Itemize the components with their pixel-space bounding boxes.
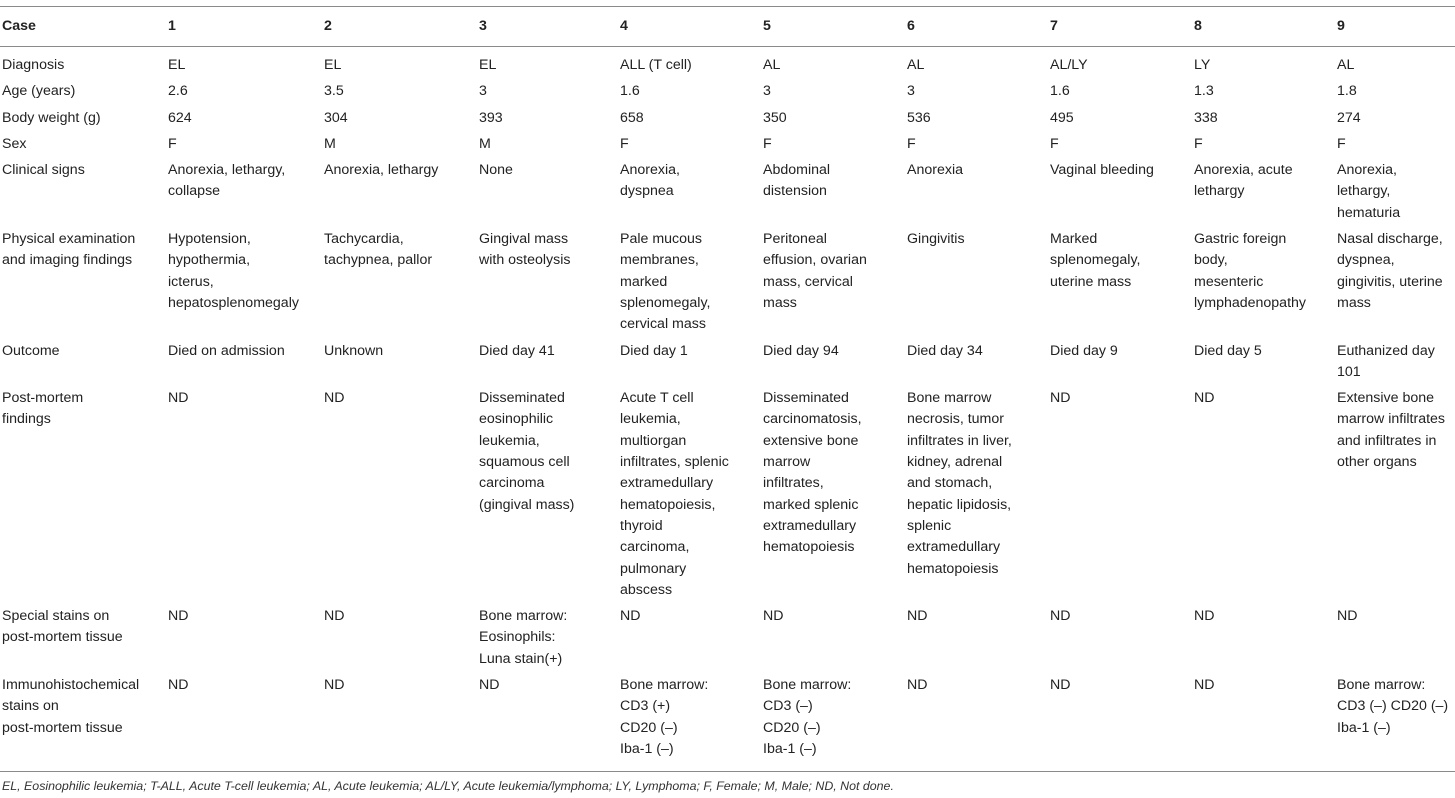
table-cell xyxy=(1194,81,1337,107)
cell-line: Unknown xyxy=(324,342,384,359)
cell-line: 2.6 xyxy=(168,83,188,100)
cell-line: Peritoneal xyxy=(763,231,827,248)
cell-line: 495 xyxy=(1050,109,1074,126)
row-label-line: Special stains on xyxy=(2,608,110,625)
cell-line: Bone marrow: xyxy=(479,608,568,625)
table-cell xyxy=(1194,341,1337,389)
table-cell xyxy=(763,341,907,389)
row-label xyxy=(0,47,168,82)
cell-line: Abdominal xyxy=(763,162,831,179)
cell-line: EL xyxy=(324,57,342,73)
table-footnote: EL, Eosinophilic leukemia; T-ALL, Acute T-cell leukemia; AL, Acute leukemia; AL/LY, Acute leukemia/lymphoma; LY, Lymphoma; F, Female; M, Male; ND, Not done. xyxy=(2,779,894,793)
cell-line: F xyxy=(168,135,177,152)
table-cell xyxy=(168,134,324,160)
cell-line: infiltrates in liver, xyxy=(907,432,1012,449)
cell-line: ND xyxy=(324,608,345,625)
cell-line: 1.6 xyxy=(620,83,640,100)
table-row xyxy=(0,388,1455,606)
table-cell xyxy=(1050,47,1194,82)
cell-line: 624 xyxy=(168,109,192,126)
row-label-line: Outcome xyxy=(2,342,60,359)
cell-line: ND xyxy=(1194,390,1215,407)
cell-line: hypothermia, xyxy=(168,252,251,269)
cell-line: F xyxy=(1337,135,1346,152)
cell-line: ND xyxy=(1337,608,1358,625)
case-summary-table xyxy=(0,6,1455,772)
table-cell xyxy=(1337,606,1455,675)
table-cell xyxy=(620,108,763,134)
cell-line: Anorexia, xyxy=(620,162,680,179)
row-label-line: Clinical signs xyxy=(2,162,85,179)
cell-line: M xyxy=(479,135,491,152)
cell-line: mesenteric xyxy=(1194,273,1264,290)
cell-line: Disseminated xyxy=(763,390,849,407)
table-cell xyxy=(907,160,1050,229)
cell-line: Bone marrow xyxy=(907,390,992,407)
cell-line: Bone marrow: xyxy=(1337,677,1426,694)
row-label-line: post-mortem tissue xyxy=(2,719,123,736)
cell-line: cervical mass xyxy=(620,316,706,333)
table-cell xyxy=(479,108,620,134)
table-cell xyxy=(168,229,324,340)
cell-line: 3 xyxy=(479,83,487,100)
table-cell xyxy=(907,606,1050,675)
cell-line: extramedullary xyxy=(763,517,857,534)
table-cell xyxy=(620,675,763,772)
cell-line: Died day 9 xyxy=(1050,342,1118,359)
row-label xyxy=(0,388,168,606)
table-cell xyxy=(1050,81,1194,107)
cell-line: uterine mass xyxy=(1050,273,1132,290)
cell-line: EL xyxy=(479,57,497,73)
table-cell xyxy=(620,388,763,606)
cell-line: ND xyxy=(1050,390,1071,407)
cell-line: 536 xyxy=(907,109,931,126)
table-row xyxy=(0,81,1455,107)
row-label xyxy=(0,341,168,389)
cell-line: pulmonary xyxy=(620,560,687,577)
cell-line: CD20 (–) xyxy=(763,719,821,736)
table-cell xyxy=(168,160,324,229)
table-cell xyxy=(168,675,324,772)
cell-line: squamous cell xyxy=(479,454,570,471)
cell-line: Died day 1 xyxy=(620,342,688,359)
cell-line: Anorexia, lethargy xyxy=(324,162,439,179)
cell-line: 3 xyxy=(763,83,771,100)
cell-line: Iba-1 (–) xyxy=(620,740,674,757)
cell-line: AL/LY xyxy=(1050,57,1088,73)
cell-line: F xyxy=(1050,135,1059,152)
table-cell xyxy=(1337,341,1455,389)
cell-line: Bone marrow: xyxy=(763,677,852,694)
table-cell xyxy=(1194,108,1337,134)
cell-line: ND xyxy=(168,608,189,625)
cell-line: membranes, xyxy=(620,252,699,269)
row-label-line: Immunohistochemical xyxy=(2,677,140,694)
cell-line: carcinoma, xyxy=(620,539,690,556)
table-cell xyxy=(907,47,1050,82)
cell-line: Disseminated xyxy=(479,390,565,407)
cell-line: Marked xyxy=(1050,231,1098,248)
cell-line: carcinomatosis, xyxy=(763,411,862,428)
cell-line: abscess xyxy=(620,581,673,598)
cell-line: collapse xyxy=(168,183,221,200)
cell-line: thyroid xyxy=(620,517,663,534)
row-label xyxy=(0,675,168,772)
cell-line: Gingivitis xyxy=(907,231,965,248)
cell-line: Died day 41 xyxy=(479,342,555,359)
table-cell xyxy=(1337,134,1455,160)
cell-line: Luna stain(+) xyxy=(479,650,563,667)
table-cell xyxy=(907,341,1050,389)
cell-line: ND xyxy=(1050,608,1071,625)
cell-line: EL xyxy=(168,57,186,73)
table-cell xyxy=(1194,229,1337,340)
cell-line: Extensive bone xyxy=(1337,390,1435,407)
table-cell xyxy=(479,229,620,340)
cell-line: Anorexia xyxy=(907,162,963,179)
column-header-case-5: 5 xyxy=(763,7,907,47)
table-cell xyxy=(1050,388,1194,606)
table-cell xyxy=(324,388,479,606)
column-header-case-2: 2 xyxy=(324,7,479,47)
row-label-line: post-mortem tissue xyxy=(2,629,123,646)
table-row xyxy=(0,47,1455,82)
table-cell xyxy=(1194,134,1337,160)
table-cell xyxy=(1194,675,1337,772)
table-cell xyxy=(907,81,1050,107)
cell-line: ALL (T cell) xyxy=(620,57,692,73)
cell-line: Died day 94 xyxy=(763,342,839,359)
cell-line: (gingival mass) xyxy=(479,496,575,513)
column-header-case-6: 6 xyxy=(907,7,1050,47)
table-cell xyxy=(620,160,763,229)
table-cell xyxy=(907,388,1050,606)
table-cell xyxy=(1337,81,1455,107)
cell-line: splenomegaly, xyxy=(620,294,711,311)
row-label xyxy=(0,108,168,134)
table-cell xyxy=(168,81,324,107)
cell-line: effusion, ovarian xyxy=(763,252,867,269)
table-cell xyxy=(168,606,324,675)
cell-line: 1.3 xyxy=(1194,83,1214,100)
cell-line: LY xyxy=(1194,57,1211,73)
table-cell xyxy=(1050,108,1194,134)
table-cell xyxy=(1050,229,1194,340)
cell-line: Eosinophils: xyxy=(479,629,556,646)
cell-line: AL xyxy=(763,57,781,73)
table-cell xyxy=(324,134,479,160)
cell-line: hematuria xyxy=(1337,204,1401,221)
column-header-case-9: 9 xyxy=(1337,7,1455,47)
table-cell xyxy=(324,606,479,675)
table-cell xyxy=(1194,606,1337,675)
cell-line: Bone marrow: xyxy=(620,677,709,694)
cell-line: splenomegaly, xyxy=(1050,252,1141,269)
cell-line: extensive bone xyxy=(763,432,859,449)
table-cell xyxy=(168,388,324,606)
cell-line: ND xyxy=(168,390,189,407)
row-label-line: Physical examination xyxy=(2,231,136,248)
cell-line: dyspnea xyxy=(620,183,674,200)
table-cell xyxy=(763,675,907,772)
cell-line: F xyxy=(620,135,629,152)
row-label-line: findings xyxy=(2,411,51,428)
column-header-case: Case xyxy=(0,7,168,47)
table-cell xyxy=(1337,160,1455,229)
cell-line: Acute T cell xyxy=(620,390,694,407)
cell-line: F xyxy=(763,135,772,152)
cell-line: Iba-1 (–) xyxy=(763,740,817,757)
cell-line: ND xyxy=(763,608,784,625)
table-cell xyxy=(168,341,324,389)
table-cell xyxy=(324,675,479,772)
cell-line: marrow infiltrates xyxy=(1337,411,1446,428)
cell-line: F xyxy=(907,135,916,152)
cell-line: marked splenic xyxy=(763,496,859,513)
table-cell xyxy=(620,229,763,340)
cell-line: other organs xyxy=(1337,454,1417,471)
cell-line: and stomach, xyxy=(907,475,993,492)
cell-line: None xyxy=(479,162,513,179)
row-label-line: Age (years) xyxy=(2,83,76,100)
cell-line: 338 xyxy=(1194,109,1218,126)
table-cell xyxy=(763,388,907,606)
table-cell xyxy=(479,47,620,82)
table-cell xyxy=(479,81,620,107)
row-label-line: and imaging findings xyxy=(2,252,133,269)
table-cell xyxy=(168,47,324,82)
cell-line: 3.5 xyxy=(324,83,344,100)
table-cell xyxy=(763,160,907,229)
cell-line: Nasal discharge, xyxy=(1337,231,1443,248)
cell-line: F xyxy=(1194,135,1203,152)
table-body xyxy=(0,47,1455,772)
cell-line: Died day 34 xyxy=(907,342,983,359)
table-cell xyxy=(324,108,479,134)
table-cell xyxy=(763,606,907,675)
table-cell xyxy=(1337,108,1455,134)
cell-line: AL xyxy=(907,57,925,73)
column-header-case-7: 7 xyxy=(1050,7,1194,47)
table-cell xyxy=(620,81,763,107)
cell-line: Hypotension, xyxy=(168,231,251,248)
cell-line: icterus, xyxy=(168,273,214,290)
row-label xyxy=(0,134,168,160)
cell-line: hematopoiesis xyxy=(763,539,855,556)
cell-line: mass, cervical xyxy=(763,273,853,290)
cell-line: Iba-1 (–) xyxy=(1337,719,1391,736)
table-cell xyxy=(1337,675,1455,772)
cell-line: infiltrates, splenic xyxy=(620,454,729,471)
table-cell xyxy=(763,229,907,340)
cell-line: hepatosplenomegaly xyxy=(168,294,299,311)
cell-line: tachypnea, pallor xyxy=(324,252,433,269)
cell-line: ND xyxy=(479,677,500,694)
table-cell xyxy=(1050,341,1194,389)
cell-line: ND xyxy=(1194,608,1215,625)
cell-line: hematopoiesis xyxy=(907,560,999,577)
table-cell xyxy=(907,675,1050,772)
row-label-line: Body weight (g) xyxy=(2,109,101,126)
table-cell xyxy=(1337,229,1455,340)
cell-line: Anorexia, lethargy, xyxy=(168,162,286,179)
cell-line: lymphadenopathy xyxy=(1194,294,1307,311)
table-cell xyxy=(1050,134,1194,160)
cell-line: splenic xyxy=(907,517,952,534)
cell-line: Gastric foreign xyxy=(1194,231,1287,248)
table-cell xyxy=(763,108,907,134)
row-label xyxy=(0,229,168,340)
cell-line: mass xyxy=(1337,294,1371,311)
table-cell xyxy=(1337,388,1455,606)
table-cell xyxy=(907,229,1050,340)
table-cell xyxy=(324,341,479,389)
table-cell xyxy=(763,81,907,107)
cell-line: kidney, adrenal xyxy=(907,454,1003,471)
column-header-case-1: 1 xyxy=(168,7,324,47)
cell-line: Euthanized day xyxy=(1337,342,1435,359)
cell-line: distension xyxy=(763,183,827,200)
table-cell xyxy=(324,229,479,340)
table-cell xyxy=(1194,388,1337,606)
row-label xyxy=(0,606,168,675)
table-cell xyxy=(763,134,907,160)
table-cell xyxy=(479,388,620,606)
table-row xyxy=(0,606,1455,675)
row-label xyxy=(0,160,168,229)
cell-line: carcinoma xyxy=(479,475,545,492)
cell-line: AL xyxy=(1337,57,1355,73)
column-header-case-3: 3 xyxy=(479,7,620,47)
cell-line: 3 xyxy=(907,83,915,100)
cell-line: 274 xyxy=(1337,109,1361,126)
cell-line: Tachycardia, xyxy=(324,231,404,248)
cell-line: Gingival mass xyxy=(479,231,569,248)
table-cell xyxy=(620,47,763,82)
cell-line: CD3 (–) CD20 (–) xyxy=(1337,698,1449,715)
cell-line: 1.8 xyxy=(1337,83,1357,100)
row-label xyxy=(0,81,168,107)
table-cell xyxy=(907,108,1050,134)
cell-line: 101 xyxy=(1337,363,1361,380)
table-row xyxy=(0,341,1455,389)
cell-line: gingivitis, uterine xyxy=(1337,273,1443,290)
cell-line: marked xyxy=(620,273,668,290)
cell-line: hematopoiesis, xyxy=(620,496,716,513)
cell-line: CD3 (–) xyxy=(763,698,813,715)
table-cell xyxy=(1050,160,1194,229)
cell-line: Died day 5 xyxy=(1194,342,1262,359)
table-row xyxy=(0,675,1455,772)
cell-line: 304 xyxy=(324,109,348,126)
cell-line: Vaginal bleeding xyxy=(1050,162,1154,179)
table-cell xyxy=(324,81,479,107)
cell-line: body, xyxy=(1194,252,1228,269)
cell-line: hepatic lipidosis, xyxy=(907,496,1012,513)
table-cell xyxy=(324,160,479,229)
cell-line: CD3 (+) xyxy=(620,698,671,715)
table-header-row xyxy=(0,7,1455,47)
table-cell xyxy=(1050,606,1194,675)
cell-line: infiltrates, xyxy=(763,475,824,492)
cell-line: lethargy xyxy=(1194,183,1245,200)
table-cell xyxy=(620,606,763,675)
cell-line: and infiltrates in xyxy=(1337,432,1437,449)
cell-line: extramedullary xyxy=(620,475,714,492)
cell-line: CD20 (–) xyxy=(620,719,678,736)
table-cell xyxy=(324,47,479,82)
table-cell xyxy=(479,341,620,389)
cell-line: M xyxy=(324,135,336,152)
cell-line: Anorexia, xyxy=(1337,162,1397,179)
cell-line: ND xyxy=(168,677,189,694)
table-cell xyxy=(1194,160,1337,229)
cell-line: ND xyxy=(324,677,345,694)
table-row xyxy=(0,160,1455,229)
table-row xyxy=(0,108,1455,134)
table-cell xyxy=(479,606,620,675)
cell-line: multiorgan xyxy=(620,432,687,449)
cell-line: ND xyxy=(1194,677,1215,694)
column-header-case-8: 8 xyxy=(1194,7,1337,47)
row-label-line: Sex xyxy=(2,135,27,152)
row-label-line: Diagnosis xyxy=(2,57,65,73)
table-cell xyxy=(763,47,907,82)
table-cell xyxy=(907,134,1050,160)
cell-line: leukemia, xyxy=(620,411,681,428)
cell-line: leukemia, xyxy=(479,432,540,449)
cell-line: ND xyxy=(324,390,345,407)
cell-line: ND xyxy=(1050,677,1071,694)
table-cell xyxy=(620,134,763,160)
row-label-line: Post-mortem xyxy=(2,390,84,407)
cell-line: with osteolysis xyxy=(479,252,571,269)
cell-line: Anorexia, acute xyxy=(1194,162,1293,179)
cell-line: ND xyxy=(620,608,641,625)
cell-line: necrosis, tumor xyxy=(907,411,1004,428)
cell-line: eosinophilic xyxy=(479,411,554,428)
cell-line: ND xyxy=(907,608,928,625)
table-cell xyxy=(1337,47,1455,82)
cell-line: marrow xyxy=(763,454,811,471)
table-cell xyxy=(1194,47,1337,82)
table-cell xyxy=(479,160,620,229)
table-cell xyxy=(479,134,620,160)
table-cell xyxy=(620,341,763,389)
column-header-case-4: 4 xyxy=(620,7,763,47)
cell-line: 658 xyxy=(620,109,644,126)
row-label-line: stains on xyxy=(2,698,59,715)
cell-line: extramedullary xyxy=(907,539,1001,556)
cell-line: 1.6 xyxy=(1050,83,1070,100)
table-cell xyxy=(479,675,620,772)
cell-line: ND xyxy=(907,677,928,694)
cell-line: 393 xyxy=(479,109,503,126)
cell-line: dyspnea, xyxy=(1337,252,1395,269)
table-cell xyxy=(168,108,324,134)
table-row xyxy=(0,229,1455,340)
cell-line: 350 xyxy=(763,109,787,126)
cell-line: Pale mucous xyxy=(620,231,703,248)
table-row xyxy=(0,134,1455,160)
table-cell xyxy=(1050,675,1194,772)
cell-line: lethargy, xyxy=(1337,183,1391,200)
cell-line: Died on admission xyxy=(168,342,285,359)
cell-line: mass xyxy=(763,294,797,311)
